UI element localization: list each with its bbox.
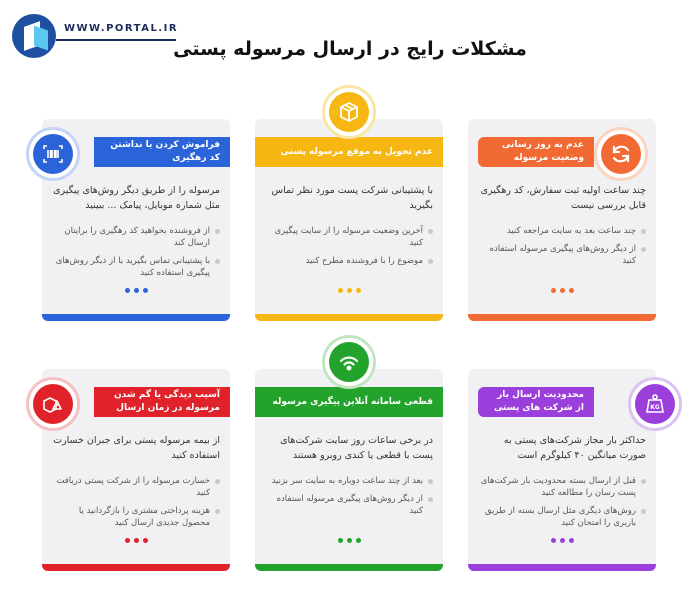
pagination-dots (468, 528, 656, 547)
package-icon-circle (322, 85, 376, 139)
card-bullet: موضوع را با فروشنده مطرح کنید (267, 255, 433, 267)
card-title: قطعی سامانه آنلاین پیگیری مرسوله (255, 387, 443, 417)
card-title: عدم به روز رسانی وضعیت مرسوله (478, 137, 594, 167)
card-lead: چند ساعت اولیه ثبت سفارش، کد رهگیری قابل بررسی نیست (480, 185, 646, 211)
header-divider (56, 39, 176, 41)
site-url: WWW.PORTAL.IR (64, 23, 179, 34)
card-weight-limit (468, 369, 660, 571)
pagination-dots (468, 278, 656, 297)
card-title: فراموش کردن یا نداشتن کد رهگیری (94, 137, 230, 167)
barcode-icon-circle (26, 127, 80, 181)
wifi-icon-circle (322, 335, 376, 389)
card-late-delivery (255, 119, 443, 321)
card-bullet: روش‌های دیگری مثل ارسال بسته از طریق باربری را امتحان کنید (480, 505, 646, 529)
page-title: مشکلات رایج در ارسال مرسوله پستی (173, 38, 527, 60)
refresh-icon-circle (594, 127, 648, 181)
card-bullet: بعد از چند ساعت دوباره به سایت سر بزنید (267, 475, 433, 487)
card-title: آسیب دیدگی یا گم شدن مرسوله در زمان ارسال (94, 387, 230, 417)
card-title: محدودیت ارسال بار از شرکت های پستی (478, 387, 594, 417)
weight-icon-circle (628, 377, 682, 431)
svg-text:KG: KG (650, 404, 660, 411)
warning-box-icon-circle (26, 377, 80, 431)
card-damaged-lost (42, 369, 230, 571)
card-lead: مرسوله را از طریق دیگر روش‌های پیگیری مثل شماره موبایل، پیامک ... ببینید (53, 185, 220, 211)
card-bullet: از فروشنده بخواهید کد رهگیری را برایتان ارسال کند (54, 225, 220, 249)
portal-logo (12, 14, 56, 58)
wifi-icon (337, 350, 361, 374)
card-lead: از بیمه مرسوله پستی برای جبران خسارت استفاده کنید (53, 435, 220, 461)
refresh-icon (609, 142, 633, 166)
card-bullet: خسارت مرسوله را از شرکت پستی دریافت کنید (54, 475, 220, 499)
card-bullet: آخرین وضعیت مرسوله را از سایت پیگیری کنید (267, 225, 433, 249)
card-title: عدم تحویل به موقع مرسوله پستی (255, 137, 443, 167)
card-bullet: هزینه پرداختی مشتری را بازگردانید یا محصول جدیدی ارسال کنید (54, 505, 220, 529)
card-bullet: قبل از ارسال بسته محدودیت بار شرکت‌های پست رسان را مطالعه کنید (480, 475, 646, 499)
pagination-dots (42, 528, 230, 547)
card-lead: با پشتیبانی شرکت پست مورد نظر تماس بگیرید (271, 185, 433, 211)
card-bullet: از دیگر روش‌های پیگیری مرسوله استفاده کنید (267, 493, 433, 517)
card-lead: حداکثر بار مجاز شرکت‌های پستی به صورت میانگین ۴۰ کیلوگرم است (503, 435, 646, 461)
card-bullet: چند ساعت بعد به سایت مراجعه کنید (480, 225, 646, 237)
pagination-dots (42, 278, 230, 297)
card-tracking-code (42, 119, 230, 321)
package-icon (337, 100, 361, 124)
card-status-update (468, 119, 656, 321)
card-online-outage (255, 369, 443, 571)
pagination-dots (255, 528, 443, 547)
card-bullet: از دیگر روش‌های پیگیری مرسوله استفاده کنید (480, 243, 646, 267)
barcode-icon (41, 142, 65, 166)
card-lead: در برخی ساعات روز سایت شرکت‌های پست با قطعی یا کندی روبرو هستند (280, 435, 433, 461)
pagination-dots (255, 278, 443, 297)
card-bullet: با پشتیبانی تماس بگیرید یا از دیگر روش‌های پیگیری استفاده کنید (54, 255, 220, 279)
weight-icon (643, 392, 667, 416)
warning-box-icon (41, 392, 65, 416)
